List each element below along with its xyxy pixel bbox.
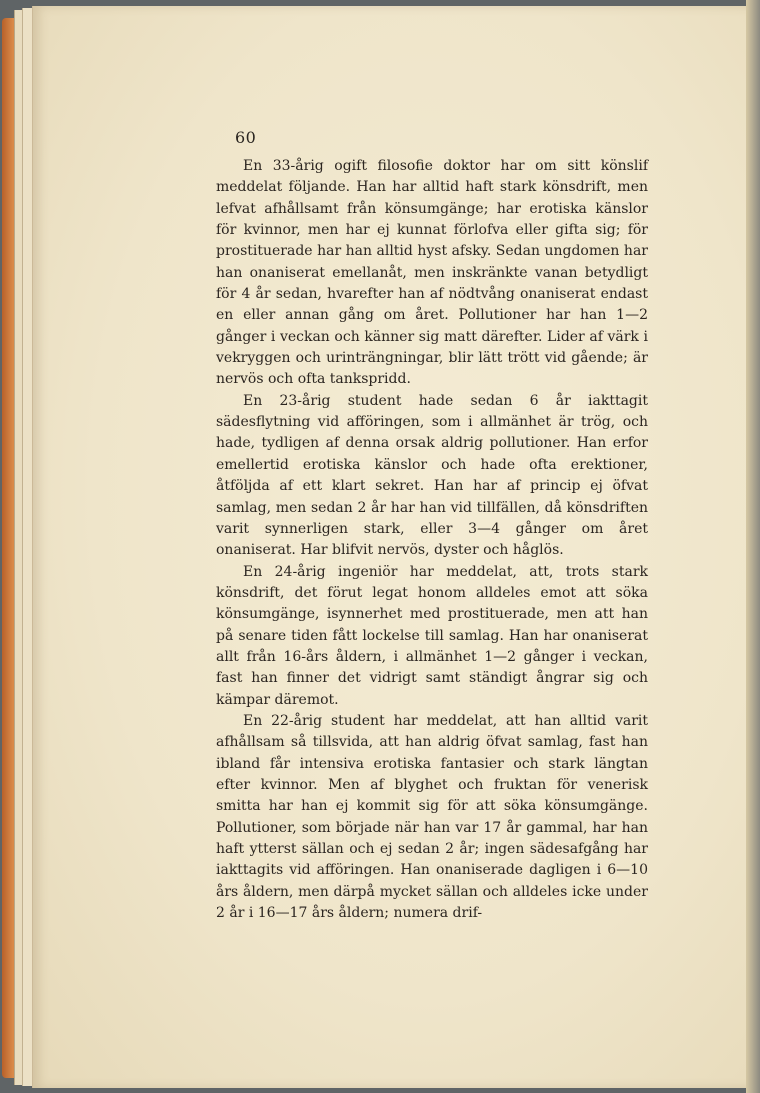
paragraph: En 22-årig student har meddelat, att han alltid varit afhållsam så tillsvida, att han aldrig öfvat samlag, fast han ibland får intensiva erotiska fantasier och stark längtan efter kvinnor. Men af blyghet och fruktan för venerisk smitta har han ej kommit sig för att söka könsumgänge. Pollutioner, som började när han var 17 år gammal, har han haft ytterst sällan och ej sedan 2 år; ingen sädesafgång har iakttagits vid afföringen. Han onaniserade dagligen i 6—10 års åldern, men därpå mycket sällan och alldeles icke under 2 år i 16—17 års åldern; numera drif-	[216, 712, 648, 922]
paragraph: En 33-årig ogift filosofie doktor har om sitt könslif meddelat följande. Han har alltid haft stark könsdrift, men lefvat afhållsamt från könsumgänge; har erotiska känslor för kvinnor, men har ej kunnat förlofva eller gifta sig; för prostituerade har han alltid hyst afsky. Sedan ungdomen har han onaniserat emellanåt, men inskränkte vanan betydligt för 4 år sedan, hvarefter han af nödtvång onaniserat endast en eller annan gång om året. Pollutioner har han 1—2 gånger i veckan och känner sig matt därefter. Lider af värk i vekryggen och urinträngningar, blir lätt trött vid gående; är nervös och ofta tankspridd.	[216, 158, 648, 388]
body-text	[216, 156, 648, 924]
paragraph: En 23-årig student hade sedan 6 år iakttagit sädesflytning vid afföringen, som i allmänhet är trög, och hade, tydligen af denna orsak aldrig pollutioner. Han erfor emellertid erotiska känslor och hade ofta erektioner, åtföljda af ett klart sekret. Han har af princip ej öfvat samlag, men sedan 2 år har han vid tillfällen, då könsdriften varit synnerligen stark, eller 3—4 gånger om året onaniserat. Har blifvit nervös, dyster och håglös.	[216, 392, 648, 559]
page-right-edge	[746, 0, 760, 1093]
page-number: 60	[235, 128, 257, 147]
paragraph: En 24-årig ingeniör har meddelat, att, trots stark könsdrift, det förut legat honom alldeles emot att söka könsumgänge, isynnerhet med prostituerade, men att han på senare tiden fått lockelse till samlag. Han har onaniserat allt från 16-års åldern, i allmänhet 1—2 gånger i veckan, fast han finner det vidrigt samt ständigt ångrar sig och kämpar däremot.	[216, 563, 648, 708]
